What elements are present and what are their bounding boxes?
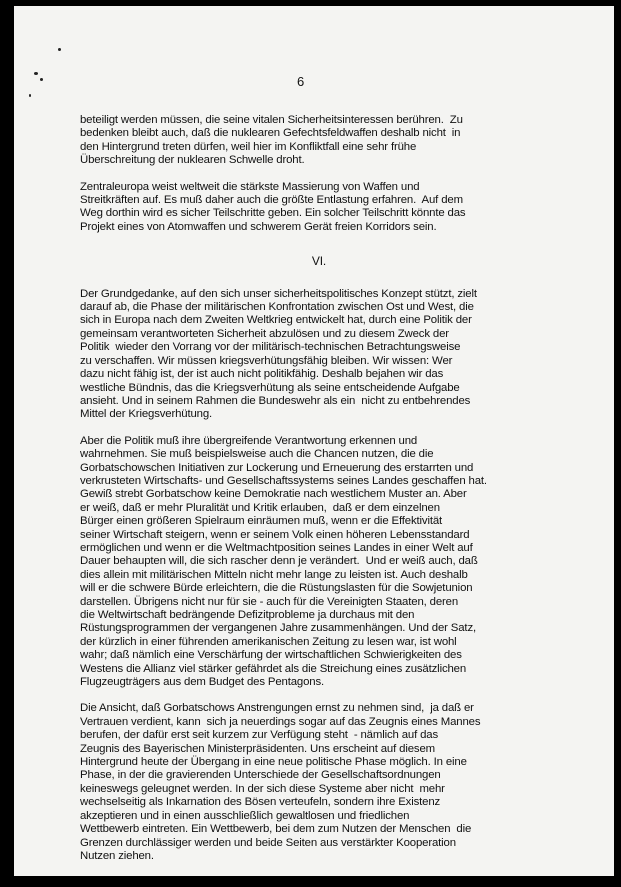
text-line: wahr; daß nämlich eine Verschärfung der wirtschaftlichen Schwierigkeiten des bbox=[80, 649, 462, 662]
text-line: Dauer behaupten will, die sich rascher denn je verändert. Und er weiß auch, daß bbox=[80, 555, 478, 568]
text-line: gemeinsam verantworteten Sicherheit abzulösen und zu diesem Zweck der bbox=[80, 327, 449, 340]
document-body bbox=[80, 114, 550, 863]
paragraph-trust-and-cooperation bbox=[80, 702, 550, 863]
text-line: seiner Wirtschaft steigern, wenn er seinem Volk einen höheren Lebensstandard bbox=[80, 528, 470, 541]
text-line: Grenzen durchlässiger werden und beide Seiten aus verstärkter Kooperation bbox=[80, 836, 456, 849]
text-line: darstellen. Übrigens nicht nur für sie - auch für die Vereinigten Staaten, deren bbox=[80, 595, 459, 608]
paragraph-central-europe bbox=[80, 181, 550, 235]
text-line: ermöglichen und wenn er die Weltmachtposition seines Landes in einer Welt auf bbox=[80, 541, 473, 554]
scan-speck bbox=[40, 78, 43, 81]
text-line: Vertrauen verdient, kann sich ja neuerdings sogar auf das Zeugnis eines Mannes bbox=[80, 715, 481, 728]
section-heading: VI. bbox=[311, 254, 327, 269]
text-line: Gorbatschowschen Initiativen zur Lockerung und Erneuerung des erstarrten und bbox=[80, 461, 474, 474]
text-line: darauf ab, die Phase der militärischen Konfrontation zwischen Ost und West, die bbox=[80, 301, 474, 314]
scan-border-right bbox=[614, 0, 621, 887]
text-line: Politik wieder den Vorrang vor der militärisch-technischen Betrachtungsweise bbox=[80, 341, 461, 354]
text-line: Hintergrund heute der Übergang in eine neue politische Phase möglich. In eine bbox=[80, 756, 467, 769]
text-line: sich in Europa nach dem Zweiten Weltkrieg entwickelt hat, durch eine Politik der bbox=[80, 314, 472, 327]
text-line: Zeugnis des Bayerischen Ministerpräsidenten. Uns erscheint auf diesem bbox=[80, 742, 435, 755]
text-line: Mittel der Kriegsverhütung. bbox=[80, 408, 213, 421]
scan-speck bbox=[58, 48, 61, 51]
text-line: wahrnehmen. Sie muß beispielsweise auch die Chancen nutzen, die die bbox=[80, 448, 434, 461]
text-line: den Hintergrund treten dürfen, weil hier im Konfliktfall eine sehr frühe bbox=[80, 140, 417, 153]
text-line: keineswegs geleugnet werden. In der sich diese Systeme aber nicht mehr bbox=[80, 782, 445, 795]
text-line: beteiligt werden müssen, die seine vitalen Sicherheitsinteressen berühren. Zu bbox=[80, 114, 463, 126]
text-line: Flugzeugträgers aus dem Budget des Pentagons. bbox=[80, 676, 325, 689]
text-line: bedenken bleibt auch, daß die nuklearen Gefechtsfeldwaffen deshalb nicht in bbox=[80, 127, 461, 140]
text-line: Nutzen ziehen. bbox=[80, 849, 154, 862]
text-line: Gewiß strebt Gorbatschow keine Demokratie nach westlichem Muster an. Aber bbox=[80, 488, 467, 501]
text-line: dies allein mit militärischen Mitteln nicht mehr lange zu leisten ist. Auch deshalb bbox=[80, 568, 468, 581]
page-number: 6 bbox=[297, 74, 305, 89]
scan-speck bbox=[34, 72, 38, 75]
document-page bbox=[14, 6, 614, 876]
text-line: die Weltwirtschaft bedrängende Defizitprobleme ja durchaus mit den bbox=[80, 609, 415, 621]
text-line: wechselseitig als Inkarnation des Bösen verteufeln, sondern ihre Existenz bbox=[80, 796, 441, 809]
scan-speck bbox=[29, 94, 31, 97]
paragraph-security-concept bbox=[80, 288, 550, 422]
text-line: er weiß, daß er mehr Pluralität und Kritik erlauben, daß er dem einzelnen bbox=[80, 501, 440, 514]
text-line: Rüstungsprogrammen der vergangenen Jahre zusammenhängen. Und der Satz, bbox=[80, 622, 477, 635]
text-line: Wettbewerb eintreten. Ein Wettbewerb, bei dem zum Nutzen der Menschen die bbox=[80, 823, 472, 836]
text-line: zu verschaffen. Wir müssen kriegsverhütungsfähig bleiben. Wir wissen: Wer bbox=[80, 354, 453, 367]
text-line: verkrusteten Wirtschafts- und Gesellschaftssystems seines Landes geschaffen hat. bbox=[80, 474, 487, 487]
text-line: Weg dorthin wird es sicher Teilschritte geben. Ein solcher Teilschritt könnte das bbox=[80, 207, 466, 220]
text-line: Aber die Politik muß ihre übergreifende Verantwortung erkennen und bbox=[80, 434, 418, 447]
text-line: will er die schwere Bürde erleichtern, die die Rüstungslasten für die Sowjetunion bbox=[80, 582, 473, 595]
text-line: Projekt eines von Atomwaffen und schwerem Gerät freien Korridors sein. bbox=[80, 220, 437, 233]
text-line: Westens die Allianz viel stärker gefährdet als die Streichung eines zusätzlichen bbox=[80, 662, 467, 675]
text-line: der kürzlich in einer führenden amerikanischen Zeitung zu lesen war, ist wohl bbox=[80, 635, 457, 648]
text-line: Streitkräften auf. Es muß daher auch die größte Entlastung erfahren. Auf dem bbox=[80, 194, 463, 207]
text-line: Zentraleuropa weist weltweit die stärkste Massierung von Waffen und bbox=[80, 180, 420, 193]
text-line: berufen, der dafür erst seit kurzem zur Verfügung steht - nämlich auf das bbox=[80, 729, 439, 742]
text-line: Der Grundgedanke, auf den sich unser sicherheitspolitisches Konzept stützt, zielt bbox=[80, 287, 477, 300]
text-line: Überschreitung der nuklearen Schwelle droht. bbox=[80, 154, 305, 167]
text-line: ansieht. Und in seinem Rahmen die Bundeswehr als ein nicht zu entbehrendes bbox=[80, 394, 471, 407]
text-line: westliche Bündnis, das die Kriegsverhütung als seine entscheidende Aufgabe bbox=[80, 381, 460, 394]
text-line: Phase, in der die gravierenden Unterschiede der Gesellschaftsordnungen bbox=[80, 769, 441, 782]
paragraph-gorbachev-initiatives bbox=[80, 435, 550, 690]
text-line: akzeptieren und in einen ausschließlich gewaltlosen und friedlichen bbox=[80, 809, 410, 822]
text-line: Die Ansicht, daß Gorbatschows Anstrengungen ernst zu nehmen sind, ja daß er bbox=[80, 702, 474, 715]
text-line: dazu nicht fähig ist, der ist auch nicht politikfähig. Deshalb bejahen wir das bbox=[80, 368, 444, 381]
paragraph-nuclear-weapons bbox=[80, 114, 550, 168]
text-line: Bürger einen größeren Spielraum einräumen muß, wenn er die Effektivität bbox=[80, 515, 443, 528]
